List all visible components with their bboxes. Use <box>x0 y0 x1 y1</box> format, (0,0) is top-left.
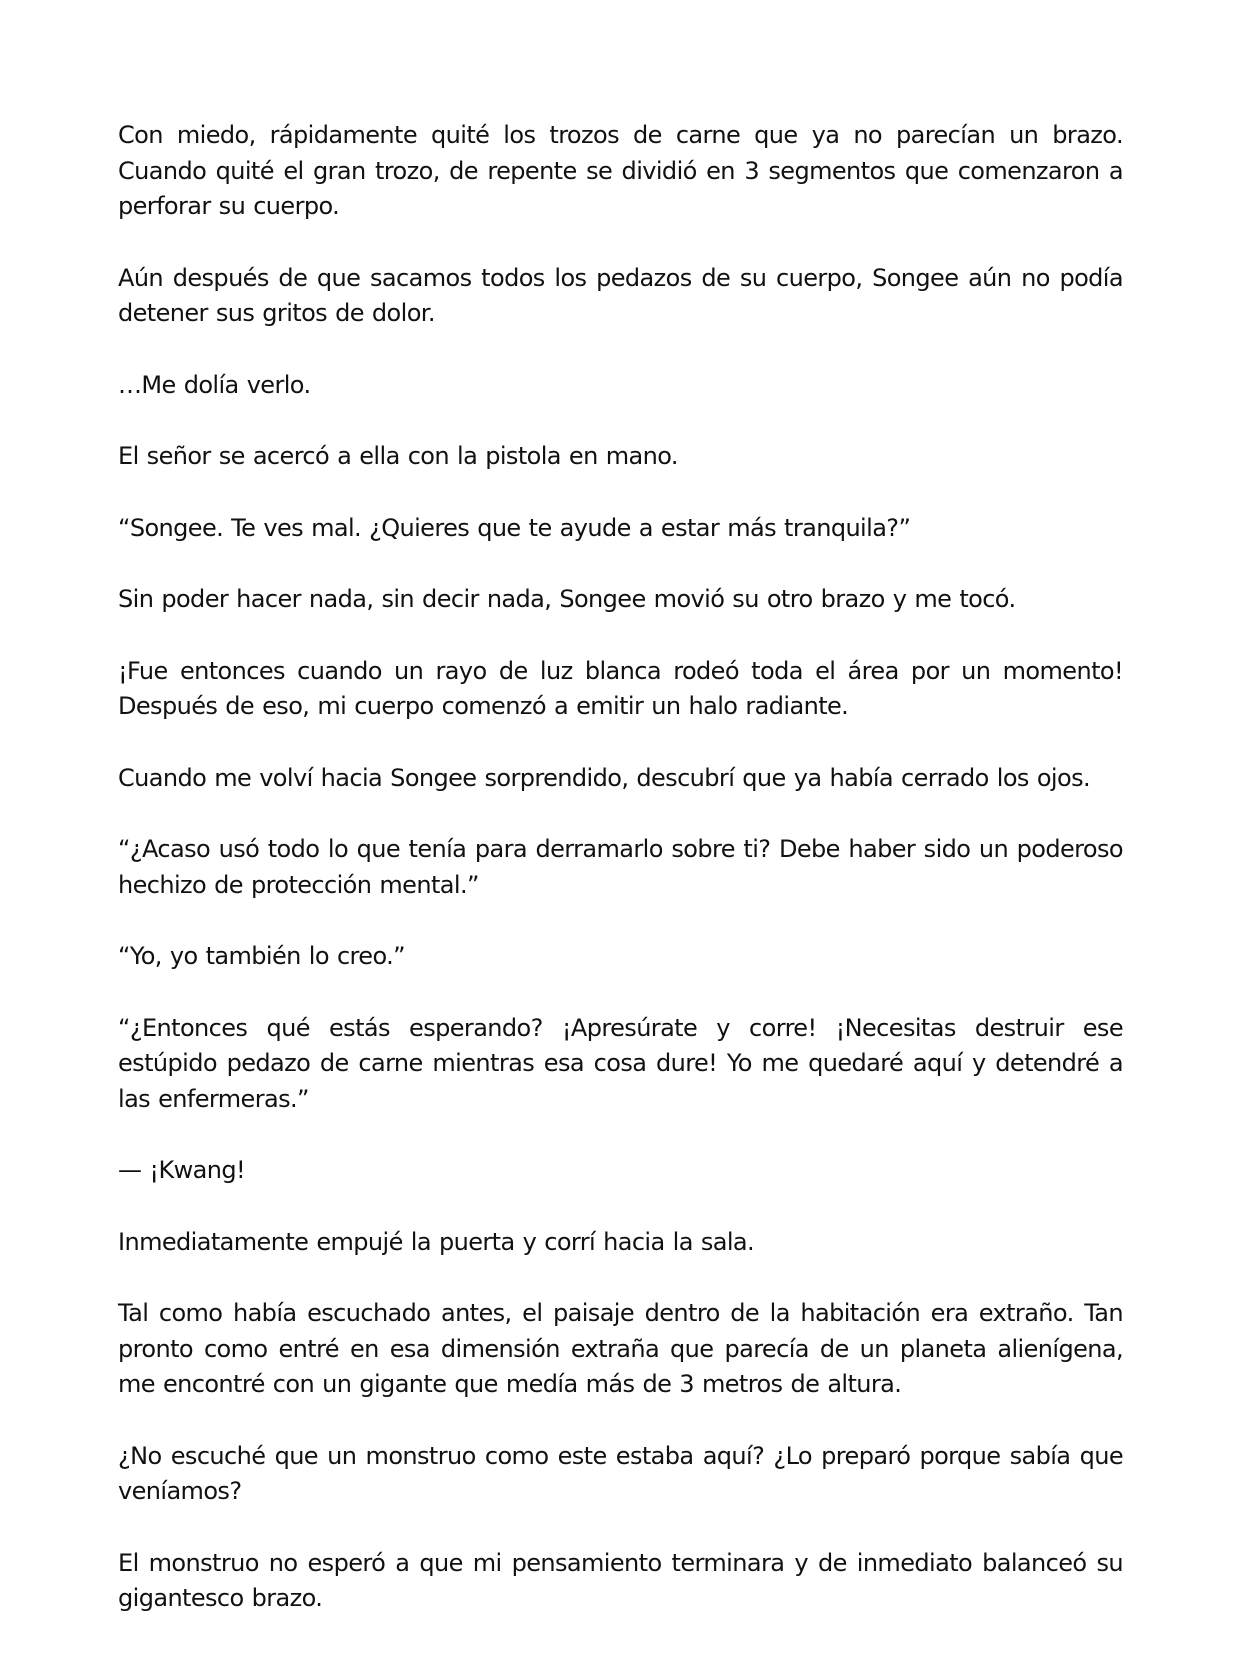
paragraph: …Me dolía verlo. <box>118 370 311 399</box>
paragraph: Sin poder hacer nada, sin decir nada, Songee movió su otro brazo y me tocó. <box>118 585 1016 613</box>
paragraph: ¿No escuché que un monstruo como este estaba aquí? ¿Lo preparó porque sabía que veníamos? <box>118 1441 1123 1505</box>
document-body <box>118 118 1123 1653</box>
paragraph: El señor se acercó a ella con la pistola en mano. <box>118 442 678 470</box>
paragraph: “¿Entonces qué estás esperando? ¡Apresúrate y corre! ¡Necesitas destruir ese estúpido pedazo de carne mientras esa cosa dure! Yo me quedaré aquí y detendré a las enfermeras.” <box>118 1013 1123 1113</box>
paragraph: Aún después de que sacamos todos los pedazos de su cuerpo, Songee aún no podía detener sus gritos de dolor. <box>118 263 1123 327</box>
paragraph: “¿Acaso usó todo lo que tenía para derramarlo sobre ti? Debe haber sido un poderoso hechizo de protección mental.” <box>118 835 1123 899</box>
paragraph: Cuando me volví hacia Songee sorprendido, descubrí que ya había cerrado los ojos. <box>118 763 1091 792</box>
paragraph: Inmediatamente empujé la puerta y corrí hacia la sala. <box>118 1227 755 1256</box>
paragraph: Con miedo, rápidamente quité los trozos de carne que ya no parecían un brazo. Cuando quité el gran trozo, de repente se dividió en 3 segmentos que comenzaron a perforar su cuerpo. <box>118 121 1123 220</box>
paragraph: El monstruo no esperó a que mi pensamiento terminara y de inmediato balanceó su gigantesco brazo. <box>118 1548 1123 1612</box>
paragraph: “Songee. Te ves mal. ¿Quieres que te ayude a estar más tranquila?” <box>118 513 911 542</box>
paragraph: “Yo, yo también lo creo.” <box>118 942 405 970</box>
paragraph: ¡Fue entonces cuando un rayo de luz blanca rodeó toda el área por un momento! Después de eso, mi cuerpo comenzó a emitir un halo radiante. <box>118 656 1123 720</box>
paragraph: — ¡Kwang! <box>118 1156 245 1184</box>
paragraph: Tal como había escuchado antes, el paisaje dentro de la habitación era extraño. Tan pronto como entré en esa dimensión extraña que parecía de un planeta alienígena, me encontré con un gigante que medía más de 3 metros de altura. <box>118 1299 1123 1398</box>
